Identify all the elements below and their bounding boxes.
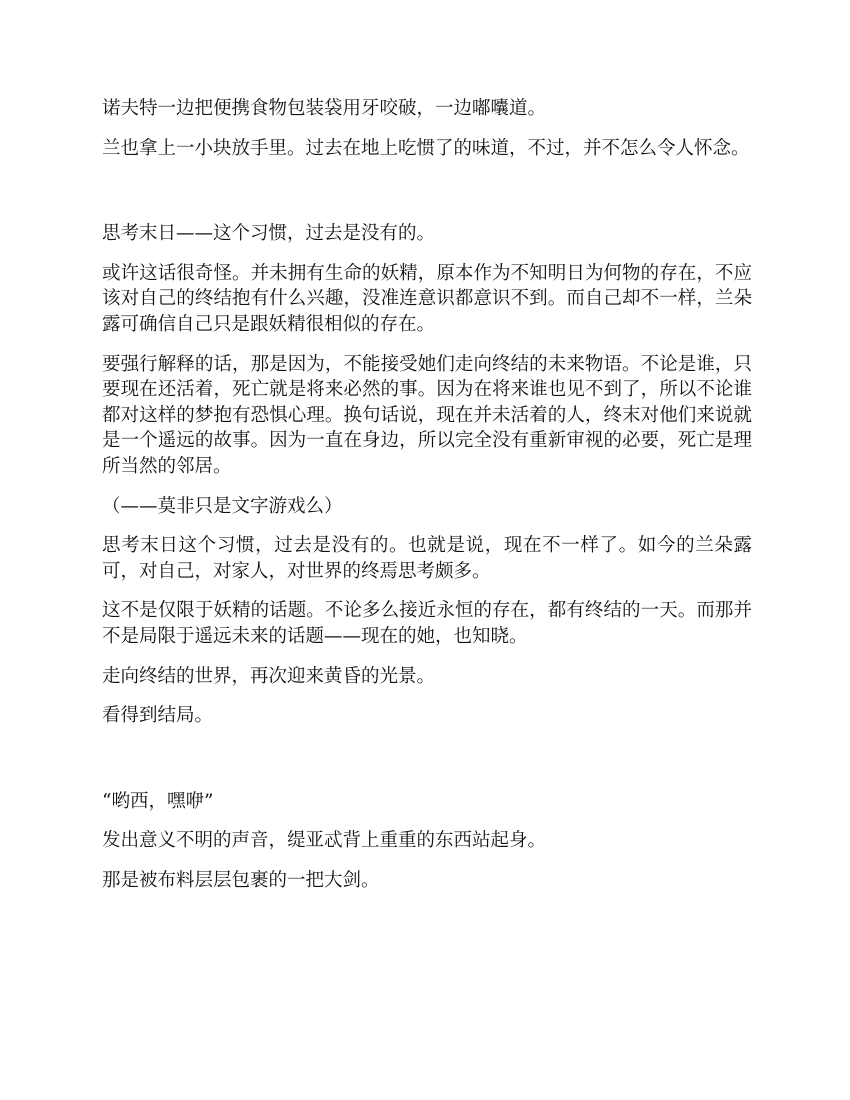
document-body <box>102 96 752 907</box>
section-break <box>102 743 752 789</box>
section-break <box>102 175 752 221</box>
paragraph: 发出意义不明的声音，缇亚忒背上重重的东西站起身。 <box>102 830 547 852</box>
paragraph: 兰也拿上一小块放手里。过去在地上吃惯了的味道，不过，并不怎么令人怀念。 <box>102 137 750 159</box>
paragraph: 诺夫特一边把便携食物包装袋用牙咬破，一边嘟囔道。 <box>102 98 547 119</box>
paragraph: 要强行解释的话，那是因为，不能接受她们走向终结的未来物语。不论是谁，只要现在还活着，死亡就是将来必然的事。因为在将来谁也见不到了，所以不论谁都对这样的梦抱有恐惧心理。换句话说，现在并未活着的人，终末对他们来说就是一个遥远的故事。因为一直在身边，所以完全没有重新审视的必要，死亡是理所当然的邻居。 <box>102 353 752 477</box>
paragraph: 思考末日这个习惯，过去是没有的。也就是说，现在不一样了。如今的兰朵露可，对自己，对家人，对世界的终焉思考颇多。 <box>102 535 752 582</box>
paragraph: 这不是仅限于妖精的话题。不论多么接近永恒的存在，都有终结的一天。而那并不是局限于遥远未来的话题——现在的她，也知晓。 <box>102 600 752 647</box>
paragraph: 看得到结局。 <box>102 705 214 727</box>
paragraph: （——莫非只是文字游戏么） <box>102 495 343 517</box>
paragraph: 思考末日——这个习惯，过去是没有的。 <box>102 223 436 245</box>
paragraph: 或许这话很奇怪。并未拥有生命的妖精，原本作为不知明日为何物的存在，不应该对自己的终结抱有什么兴趣，没准连意识都意识不到。而自己却不一样，兰朵露可确信自己只是跟妖精很相似的存在。 <box>102 262 752 335</box>
dialogue-line: “哟西，嘿咿” <box>102 790 214 812</box>
paragraph: 走向终结的世界，再次迎来黄昏的光景。 <box>102 665 436 687</box>
paragraph: 那是被布料层层包裹的一把大剑。 <box>102 869 380 891</box>
